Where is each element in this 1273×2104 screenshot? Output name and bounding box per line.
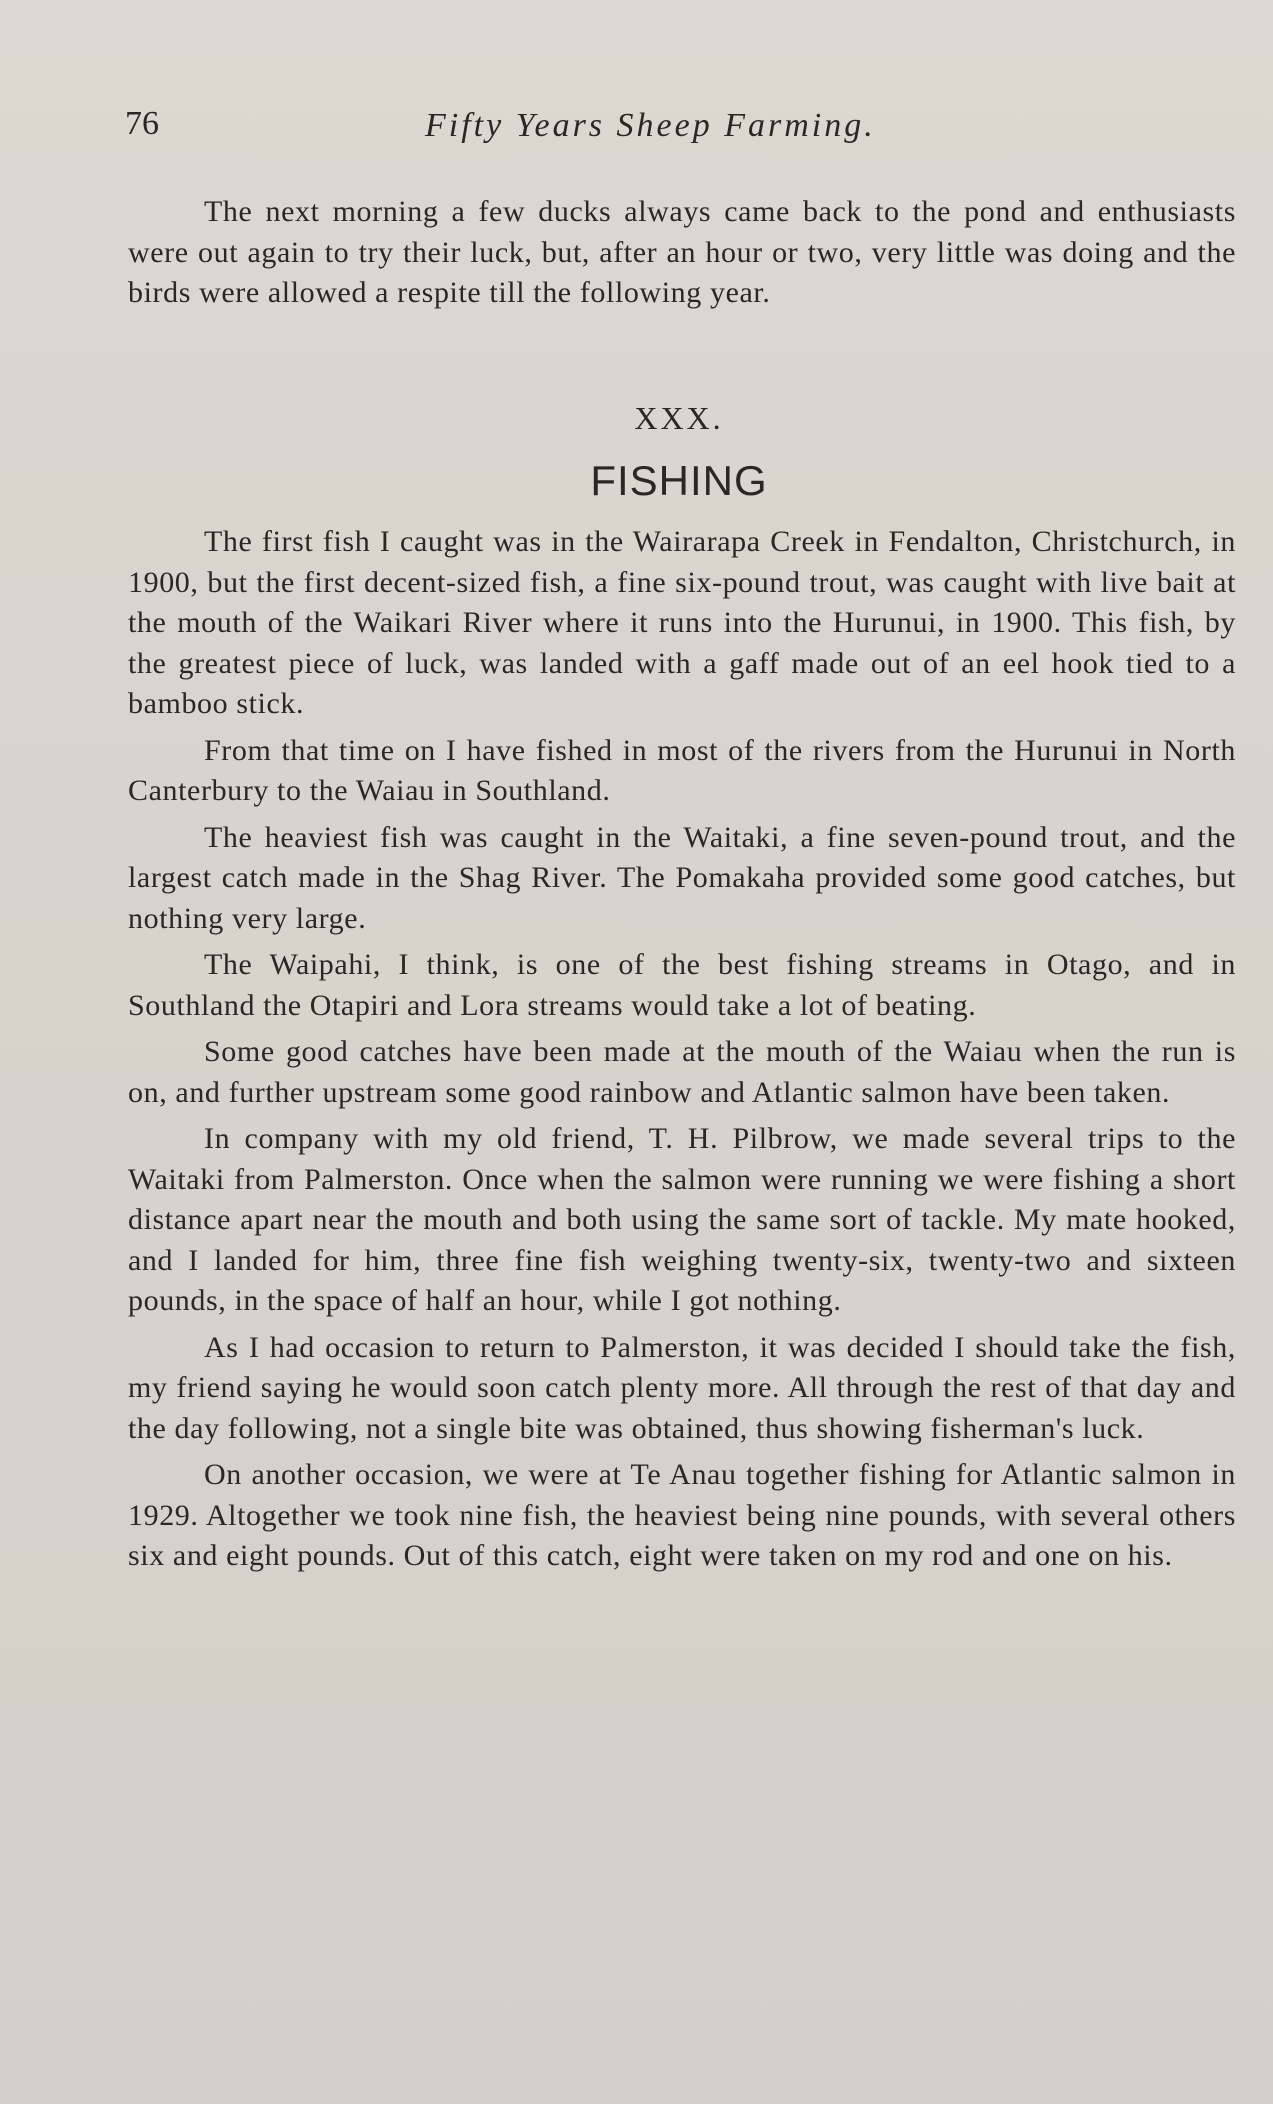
chapter-title: FISHING [590, 457, 768, 504]
paragraph: The Waipahi, I think, is one of the best fishing streams in Otago, and in Southland the Otapiri and Lora streams would take a lot of beating. [128, 948, 1236, 1022]
continuation-text [128, 192, 1236, 314]
page-number: 76 [125, 105, 159, 142]
paragraph: From that time on I have fished in most of the rivers from the Hurunui in North Canterbury to the Waiau in Southland. [128, 733, 1236, 807]
paragraph: As I had occasion to return to Palmerston, it was decided I should take the fish, my friend saying he would soon catch plenty more. All through the rest of that day and the day following, not a single bite was obtained, thus showing fisherman's luck. [128, 1330, 1236, 1445]
paragraph: In company with my old friend, T. H. Pilbrow, we made several trips to the Waitaki from Palmerston. Once when the salmon were running we were fishing a short distance apart near the mouth and both using the same sort of tackle. My mate hooked, and I landed for him, three fine fish weighing twenty-six, twenty-two and sixteen pounds, in the space of half an hour, while I got nothing. [128, 1122, 1236, 1317]
paragraph: The first fish I caught was in the Wairarapa Creek in Fendalton, Christchurch, in 1900, but the first decent-sized fish, a fine six-pound trout, was caught with live bait at the mouth of the Waikari River where it runs into the Hurunui, in 1900. This fish, by the greatest piece of luck, was landed with a gaff made out of an eel hook tied to a bamboo stick. [128, 525, 1236, 720]
paragraph: On another occasion, we were at Te Anau together fishing for Atlantic salmon in 1929. Altogether we took nine fish, the heaviest being nine pounds, with several others six and eight pounds. Out of this catch, eight were taken on my rod and one on his. [128, 1458, 1236, 1572]
paragraph: Some good catches have been made at the mouth of the Waiau when the run is on, and further upstream some good rainbow and Atlantic salmon have been taken. [128, 1035, 1236, 1109]
running-title: Fifty Years Sheep Farming. [425, 107, 876, 144]
paragraph: The next morning a few ducks always came back to the pond and enthusiasts were out again to try their luck, but, after an hour or two, very little was doing and the birds were allowed a respite till the following year. [128, 195, 1236, 309]
chapter-body [128, 522, 1236, 1577]
page-header [125, 105, 1245, 155]
chapter-number: XXX. [634, 400, 724, 436]
paragraph: The heaviest fish was caught in the Waitaki, a fine seven-pound trout, and the largest catch made in the Shag River. The Pomakaha provided some good catches, but nothing very large. [128, 820, 1236, 935]
